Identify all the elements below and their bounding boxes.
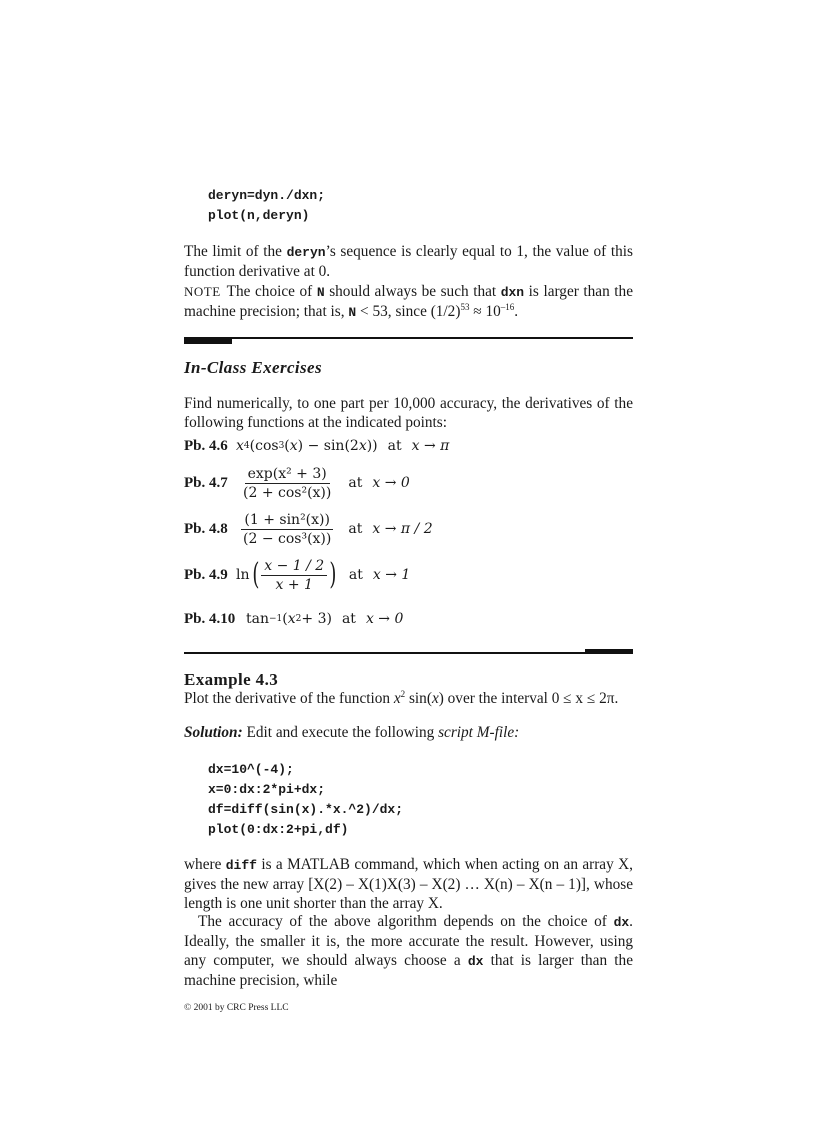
- limit-point: x → π: [411, 438, 450, 454]
- inline-code: diff: [225, 858, 257, 873]
- at-word: at: [387, 438, 402, 454]
- copyright-footer: © 2001 by CRC Press LLC: [184, 1003, 289, 1013]
- text: script M-file:: [438, 724, 520, 741]
- text: x: [431, 690, 439, 707]
- problem-4-8: [184, 509, 433, 549]
- fraction: [240, 512, 334, 547]
- code-line: x=0:dx:2*pi+dx;: [208, 782, 326, 797]
- problem-4-10: [184, 599, 403, 639]
- diff-paragraph: [184, 855, 633, 913]
- denominator: x + 1: [275, 576, 313, 593]
- code-line: plot(0:dx:2+pi,df): [208, 822, 349, 837]
- problem-4-6: [184, 426, 449, 466]
- example-title: Example 4.3: [184, 670, 279, 689]
- note-label: NOTE: [184, 284, 221, 299]
- text: The limit of the: [184, 243, 287, 260]
- ln-function: ln: [236, 567, 250, 583]
- text: should always be such that: [324, 283, 501, 300]
- problem-label: Pb. 4.6: [184, 437, 228, 454]
- code-line: deryn=dyn./dxn;: [208, 188, 326, 203]
- note-paragraph: [184, 282, 633, 322]
- limit-paragraph: [184, 242, 633, 281]
- text: is a MATLAB command, which when acting on an array X, gives the new array [X(2) – X(1)X(3) – X(2) … X(n) – X(n – 1)], whose length is one unit shorter than the array X.: [184, 856, 633, 912]
- superscript: 2: [400, 689, 406, 699]
- inline-code: dx: [613, 915, 630, 930]
- inline-code: dx: [467, 954, 484, 969]
- text: . Ideally, the smaller it is, the more accurate the result. However, using any computer, we should always choose a: [184, 913, 633, 969]
- inline-code: N: [348, 305, 357, 320]
- code-block-top: [208, 186, 325, 226]
- limit-point: x → 0: [372, 475, 410, 491]
- code-line: dx=10^(-4);: [208, 762, 294, 777]
- text: The choice of: [226, 283, 317, 300]
- problem-label: Pb. 4.8: [184, 520, 228, 537]
- problem-expression: [236, 558, 410, 593]
- text: x: [393, 690, 401, 707]
- exercises-title: In-Class Exercises: [184, 358, 323, 377]
- section-tab-right: [585, 649, 633, 654]
- limit-point: x → 1: [372, 567, 411, 583]
- problem-label: Pb. 4.9: [184, 566, 228, 583]
- problem-label: Pb. 4.7: [184, 474, 228, 491]
- text: ) over the interval 0 ≤ x ≤ 2π.: [438, 690, 619, 707]
- solution-line: [184, 723, 633, 742]
- limit-point: x → 0: [365, 611, 404, 627]
- inline-code: dxn: [500, 285, 525, 300]
- section-tab-left: [184, 339, 232, 344]
- numerator: exp(x² + 3): [245, 466, 330, 484]
- inline-code: deryn: [286, 245, 326, 260]
- text: ’s sequence is clearly equal to 1, the value of this function derivative at 0.: [184, 243, 633, 280]
- right-paren: ): [329, 557, 337, 592]
- section-rule-bottom: [184, 652, 633, 654]
- text: where: [184, 856, 226, 873]
- text: sin(: [405, 690, 432, 707]
- code-line: df=diff(sin(x).*x.^2)/dx;: [208, 802, 404, 817]
- denominator: (2 + cos²(x)): [243, 484, 332, 501]
- text: that is larger than the machine precision, while: [184, 952, 633, 989]
- problem-expression: tan −1 ( x 2 + 3) at x → 0: [246, 611, 404, 627]
- section-rule-top: [184, 337, 633, 339]
- at-word: at: [341, 611, 356, 627]
- text: .: [514, 303, 519, 320]
- text: The accuracy of the above algorithm depends on the choice of: [198, 913, 614, 930]
- exercises-intro: Find numerically, to one part per 10,000 accuracy, the derivatives of the following functions at the indicated points:: [184, 395, 633, 431]
- text: < 53, since (1/2): [356, 303, 461, 320]
- problem-expression: x 4 (cos 3 ( x ) − sin(2 x )) at x → π: [236, 438, 450, 454]
- problem-expression: [236, 512, 433, 547]
- at-word: at: [348, 475, 363, 491]
- text: Edit and execute the following: [242, 724, 439, 741]
- fraction: [240, 466, 334, 501]
- example-statement: [184, 689, 633, 708]
- code-line: plot(n,deryn): [208, 208, 310, 223]
- numerator: x − 1 / 2: [261, 558, 327, 576]
- at-word: at: [348, 521, 363, 537]
- inline-code: N: [316, 285, 325, 300]
- fraction: [261, 558, 327, 593]
- denominator: (2 − cos³(x)): [243, 530, 332, 547]
- text: Plot the derivative of the function: [184, 690, 394, 707]
- numerator: (1 + sin²(x)): [241, 512, 333, 530]
- text: ≈ 10: [469, 303, 501, 320]
- limit-point: x → π / 2: [372, 521, 433, 537]
- problem-4-7: [184, 463, 410, 503]
- superscript: –16: [500, 302, 515, 312]
- problem-4-9: [184, 555, 410, 595]
- solution-label: Solution:: [184, 724, 243, 741]
- problem-expression: [236, 466, 410, 501]
- code-block-example: [208, 760, 403, 840]
- left-paren: (: [251, 557, 259, 592]
- text: is larger than the machine precision; that is,: [184, 283, 633, 320]
- accuracy-paragraph: [184, 912, 633, 990]
- at-word: at: [348, 567, 363, 583]
- problem-label: Pb. 4.10: [184, 610, 236, 627]
- superscript: 53: [460, 302, 470, 312]
